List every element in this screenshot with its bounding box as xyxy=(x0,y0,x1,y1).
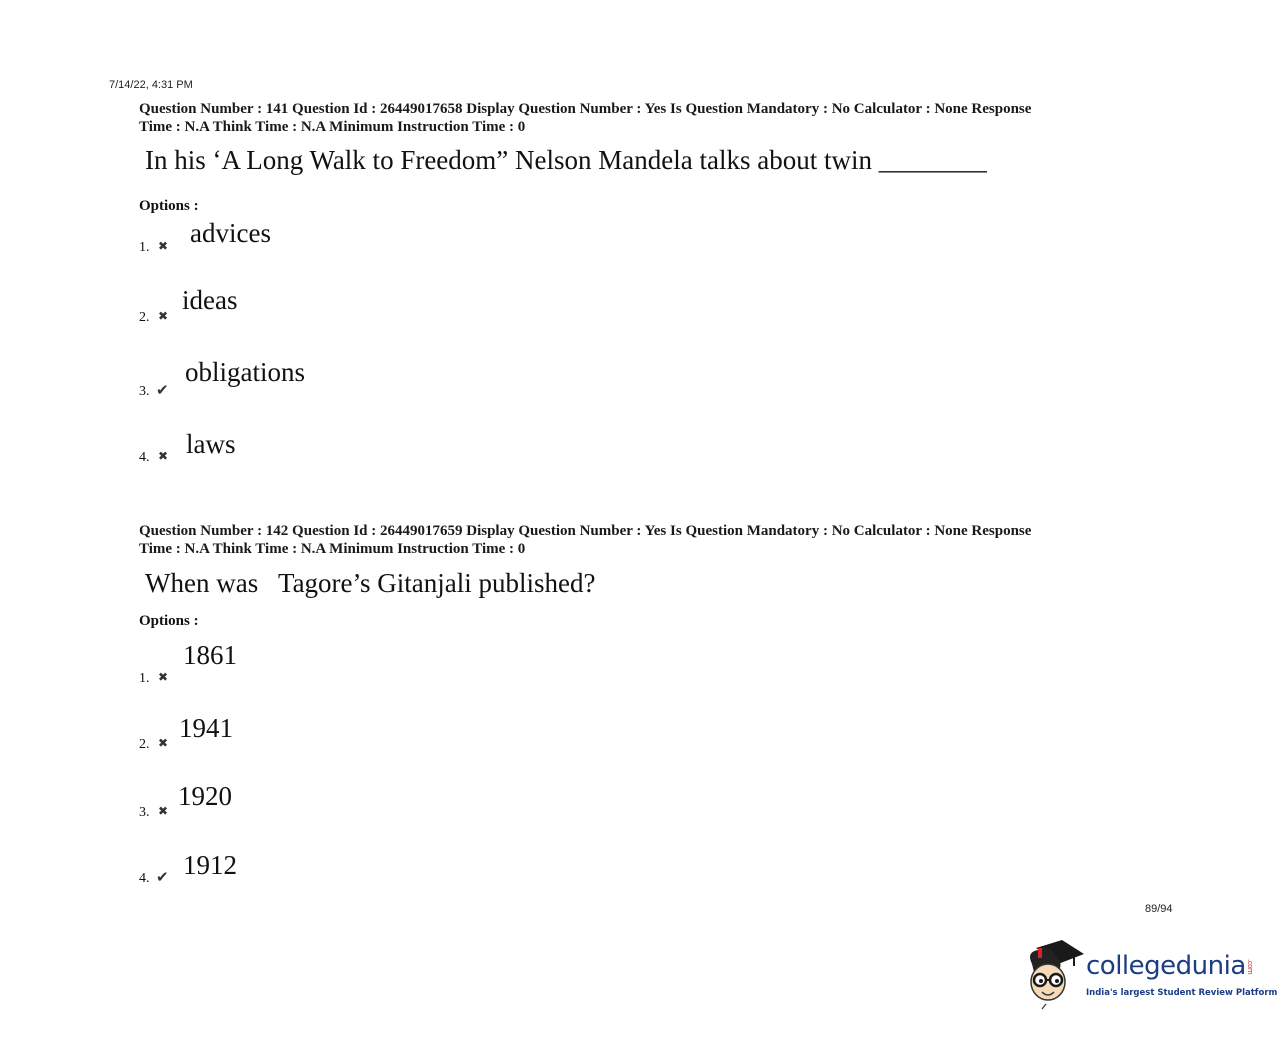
collegedunia-mascot-icon xyxy=(1022,938,1086,1010)
logo-tagline: India's largest Student Review Platform xyxy=(1086,988,1278,998)
logo-name: collegedunia xyxy=(1086,951,1246,981)
option-text: ideas xyxy=(182,285,238,315)
options-label: Options : xyxy=(139,198,199,214)
option-text: 1861 xyxy=(183,640,237,670)
option-text: advices xyxy=(190,218,271,248)
question-142-meta xyxy=(139,522,1149,558)
question-meta-line-2: Time : N.A Think Time : N.A Minimum Instruction Time : 0 xyxy=(139,541,526,557)
collegedunia-wordmark xyxy=(1086,951,1254,981)
wrong-mark-icon: ✖ xyxy=(158,804,169,818)
question-141-text: In his ‘A Long Walk to Freedom” Nelson Mandela talks about twin ________ xyxy=(145,145,987,175)
option-number: 4. xyxy=(139,871,150,886)
question-141-meta xyxy=(139,100,1149,136)
option-number: 3. xyxy=(139,805,150,820)
option-number: 2. xyxy=(139,737,150,752)
check-mark-icon: ✔ xyxy=(156,868,169,886)
option-text: obligations xyxy=(185,357,305,387)
option-text: 1912 xyxy=(183,850,237,880)
wrong-mark-icon: ✖ xyxy=(158,670,169,684)
option-number: 3. xyxy=(139,384,150,399)
option-number: 4. xyxy=(139,450,150,465)
option-number: 1. xyxy=(139,240,150,255)
option-number: 1. xyxy=(139,671,150,686)
page-number: 89/94 xyxy=(1145,903,1173,915)
check-mark-icon: ✔ xyxy=(156,381,169,399)
question-meta-line-1: Question Number : 142 Question Id : 26449017659 Display Question Number : Yes Is Question Mandatory : No Calculator : None Response xyxy=(139,523,1032,539)
print-timestamp: 7/14/22, 4:31 PM xyxy=(109,79,193,91)
wrong-mark-icon: ✖ xyxy=(158,449,169,463)
question-meta-line-1: Question Number : 141 Question Id : 26449017658 Display Question Number : Yes Is Question Mandatory : No Calculator : None Response xyxy=(139,101,1032,117)
option-text: 1920 xyxy=(178,781,232,811)
options-label: Options : xyxy=(139,613,199,629)
logo-suffix: .com xyxy=(1245,958,1254,975)
wrong-mark-icon: ✖ xyxy=(158,309,169,323)
option-text: 1941 xyxy=(179,713,233,743)
option-text: laws xyxy=(186,429,236,459)
question-meta-line-2: Time : N.A Think Time : N.A Minimum Instruction Time : 0 xyxy=(139,119,526,135)
option-number: 2. xyxy=(139,310,150,325)
wrong-mark-icon: ✖ xyxy=(158,239,169,253)
question-142-text: When was Tagore’s Gitanjali published? xyxy=(145,568,596,598)
wrong-mark-icon: ✖ xyxy=(158,736,169,750)
